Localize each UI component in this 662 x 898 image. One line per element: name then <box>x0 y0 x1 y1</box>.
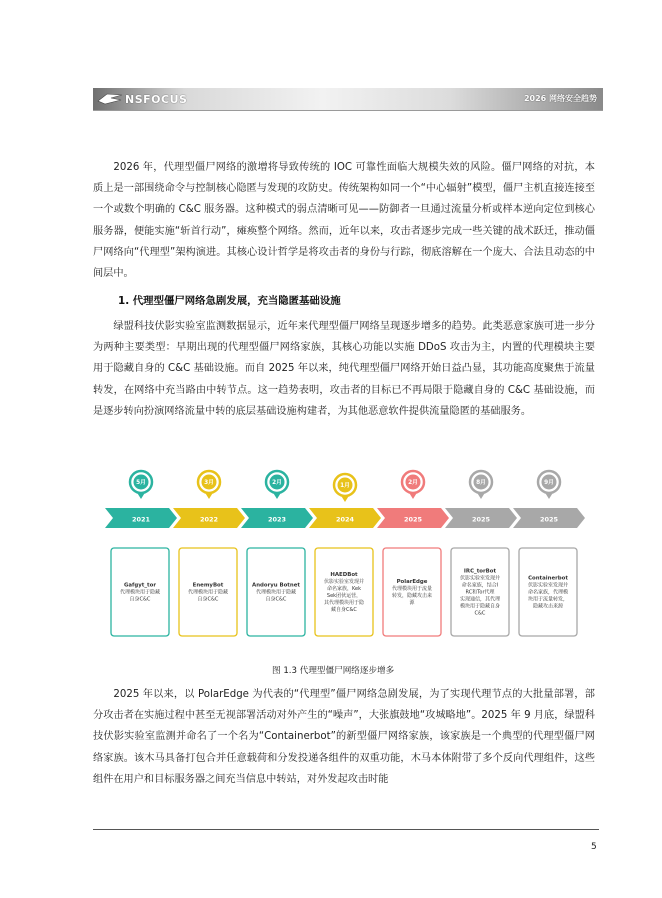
event-card-desc: 模块用于隐藏自身 <box>459 603 501 610</box>
timeline-year: 2021 <box>131 515 151 524</box>
figure-caption: 图 1.3 代理型僵尸网络逐步增多 <box>272 666 395 676</box>
event-card-desc: 转发，隐藏攻击来 <box>391 593 433 599</box>
nsfocus-logo-icon <box>97 92 123 106</box>
marker-month: 8月 <box>476 480 486 487</box>
timeline-graphic <box>93 462 595 660</box>
event-card-desc: 块用于流量转发， <box>527 596 569 603</box>
page-number: 5 <box>591 842 597 852</box>
logo-text: NSFOCUS <box>125 92 188 106</box>
event-card <box>383 548 441 636</box>
marker-month: 3月 <box>204 480 214 487</box>
paragraph-containerbot: 2025 年以来，以 PolarEdge 为代表的“代理型”僵尸网络急剧发展，为了实现代理节点的大批量部署，部分攻击者在实施过程中甚至无视部署活动对外产生的“噪声”，大张旗鼓地“攻城略地”。2025 年 9 月底，绿盟科技伏影实验室监测并命名了一个名为“Containerbot”的新型僵尸网络家族，该家族是一个典型的代理型僵尸网络家族。该木马具备打包合并任意载荷和分发投递各组件的双重功能，木马本体附带了多个反向代理组件，这些组件在用户和目标服务器之间充当信息中转站，对外发起攻击时能 <box>93 689 595 785</box>
nsfocus-logo <box>97 91 187 107</box>
timeline-year: 2025 <box>403 515 423 524</box>
event-card-desc: 自身C&C <box>197 596 219 603</box>
event-card-desc: 藏自身C&C <box>331 607 357 613</box>
marker-month: 5月 <box>136 480 146 487</box>
timeline-figure <box>93 462 595 660</box>
section-heading: 1. 代理型僵尸网络急剧发展，充当隐匿基础设施 <box>118 295 341 307</box>
event-card-desc: 代理模块用于流量 <box>391 586 433 592</box>
event-card-title: Andoryu Botnet <box>252 582 300 589</box>
event-card-title: Gafgyt_tor <box>124 582 156 589</box>
event-card-desc: 伏影实验室发现并 <box>527 582 569 589</box>
event-card-desc: 代理模块用于隐藏 <box>255 589 297 596</box>
event-card-title: IRC_torBot <box>463 568 497 575</box>
event-card-desc: 自身C&C <box>129 596 151 603</box>
footer-rule <box>93 829 599 830</box>
marker-month: 2月 <box>272 480 282 487</box>
event-card-desc: 代理模块用于隐藏 <box>119 589 161 596</box>
event-card-desc: Sek团伙运营， <box>326 593 362 599</box>
event-card-title: EnemyBot <box>192 582 224 589</box>
event-card-desc: 伏影实验室发现并 <box>459 575 501 582</box>
event-card-desc: 命名家族，代理模 <box>527 589 569 596</box>
event-card-desc: 自身C&C <box>265 596 287 603</box>
timeline-year: 2022 <box>199 515 219 524</box>
event-card-desc: RC和Tor代理 <box>465 589 495 596</box>
event-card-desc: 命名家族，Kek <box>326 586 362 592</box>
event-card-desc: 命名家族，结合I <box>461 582 499 589</box>
event-card-title: HAEDBot <box>330 572 358 578</box>
marker-month: 2月 <box>408 480 418 487</box>
paragraph-monitoring: 绿盟科技伏影实验室监测数据显示，近年来代理型僵尸网络呈现逐步增多的趋势。此类恶意家族可进一步分为两种主要类型：早期出现的代理型僵尸网络家族，其核心功能以实施 DDoS 攻击为主，内置的代理模块主要用于隐藏自身的 C&C 基础设施。而自 2025 年以来，纯代理型僵尸网络开始日益凸显，其功能高度聚焦于流量转发，在网络中充当路由中转节点。这一趋势表明，攻击者的目标已不再局限于隐藏自身的 C&C 基础设施，而是逐步转向扮演网络流量中转的底层基础设施构建者，为其他恶意软件提供流量隐匿的基础服务。 <box>93 321 595 417</box>
event-card-desc: 隐藏攻击来源 <box>532 603 564 610</box>
paragraph-intro: 2026 年，代理型僵尸网络的激增将导致传统的 IOC 可靠性面临大规模失效的风险。僵尸网络的对抗，本质上是一部围绕命令与控制核心隐匿与发现的攻防史。传统架构如同一个“中心辐射”模型，僵尸主机直接连接至一个或数个明确的 C&C 服务器。这种模式的弱点清晰可见——防御者一旦通过流量分析或样本逆向定位到核心服务器，便能实施“斩首行动”，瘫痪整个网络。然而，近年以来，攻击者逐步完成一些关键的战术跃迁，推动僵尸网络向“代理型”架构演进。其核心设计哲学是将攻击者的身份与行踪，彻底溶解在一个庞大、合法且动态的中间层中。 <box>93 162 595 280</box>
marker-month: 9月 <box>544 480 554 487</box>
event-card-desc: 代理模块用于隐藏 <box>187 589 229 596</box>
timeline-year: 2023 <box>267 515 287 524</box>
page-header <box>93 88 603 111</box>
event-card-desc: 其代理模块用于隐 <box>323 600 365 606</box>
timeline-year: 2024 <box>335 515 355 524</box>
header-title: 2026 网络安全趋势 <box>523 94 597 103</box>
event-card-desc: 源 <box>409 600 415 606</box>
marker-month: 1月 <box>340 483 350 490</box>
event-card-desc: 实现通信，其代理 <box>459 596 501 603</box>
event-card-desc: 伏影实验室发现并 <box>323 579 365 585</box>
timeline-year: 2025 <box>471 515 491 524</box>
event-card-title: Containerbot <box>528 575 568 582</box>
event-card-title: PolarEdge <box>396 579 428 585</box>
timeline-year: 2025 <box>539 515 559 524</box>
event-card-desc: C&C <box>474 610 486 617</box>
event-card <box>315 548 373 636</box>
